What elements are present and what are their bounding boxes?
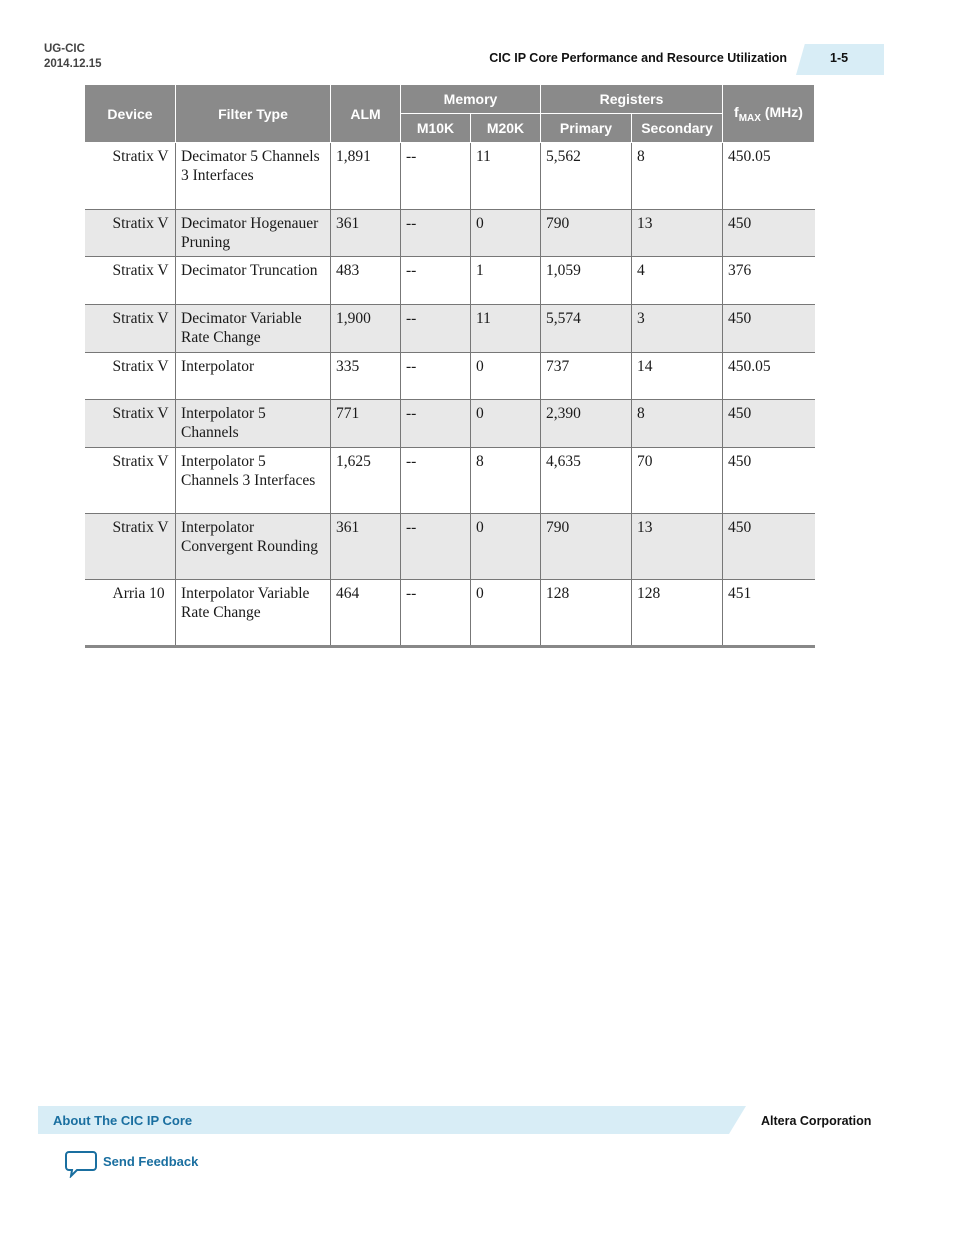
cell-filter: Decimator Variable Rate Change bbox=[176, 305, 331, 353]
performance-table bbox=[84, 84, 815, 648]
send-feedback-link[interactable]: Send Feedback bbox=[103, 1154, 199, 1169]
cell-fmax: 376 bbox=[723, 257, 815, 305]
header-fmax-subscript: MAX bbox=[738, 112, 761, 124]
cell-alm: 361 bbox=[331, 210, 401, 257]
cell-m10k: -- bbox=[401, 143, 471, 210]
header-registers: Registers bbox=[541, 85, 723, 114]
table-row bbox=[85, 353, 815, 400]
cell-filter: Interpolator 5 Channels bbox=[176, 400, 331, 448]
document-id-block bbox=[44, 42, 102, 72]
cell-primary: 790 bbox=[541, 514, 632, 580]
cell-m20k: 0 bbox=[471, 514, 541, 580]
cell-primary: 5,562 bbox=[541, 143, 632, 210]
table-row bbox=[85, 305, 815, 353]
cell-secondary: 14 bbox=[632, 353, 723, 400]
cell-device: Stratix V bbox=[85, 400, 176, 448]
footer-section-link[interactable]: About The CIC IP Core bbox=[53, 1113, 193, 1128]
cell-filter: Interpolator bbox=[176, 353, 331, 400]
cell-alm: 335 bbox=[331, 353, 401, 400]
cell-alm: 771 bbox=[331, 400, 401, 448]
cell-m20k: 11 bbox=[471, 143, 541, 210]
header-fmax bbox=[723, 85, 815, 143]
cell-secondary: 13 bbox=[632, 210, 723, 257]
page-number: 1-5 bbox=[830, 51, 849, 65]
cell-device: Arria 10 bbox=[85, 580, 176, 647]
cell-primary: 790 bbox=[541, 210, 632, 257]
cell-primary: 737 bbox=[541, 353, 632, 400]
cell-secondary: 13 bbox=[632, 514, 723, 580]
footer-company: Altera Corporation bbox=[761, 1114, 872, 1128]
cell-secondary: 8 bbox=[632, 400, 723, 448]
cell-m20k: 1 bbox=[471, 257, 541, 305]
cell-primary: 5,574 bbox=[541, 305, 632, 353]
table-row bbox=[85, 210, 815, 257]
cell-device: Stratix V bbox=[85, 257, 176, 305]
cell-alm: 464 bbox=[331, 580, 401, 647]
cell-m10k: -- bbox=[401, 305, 471, 353]
cell-secondary: 3 bbox=[632, 305, 723, 353]
document-date: 2014.12.15 bbox=[44, 58, 102, 70]
cell-m20k: 8 bbox=[471, 448, 541, 514]
cell-m10k: -- bbox=[401, 257, 471, 305]
cell-device: Stratix V bbox=[85, 514, 176, 580]
cell-filter: Interpolator 5 Channels 3 Interfaces bbox=[176, 448, 331, 514]
cell-fmax: 450.05 bbox=[723, 143, 815, 210]
table-row bbox=[85, 448, 815, 514]
cell-alm: 1,625 bbox=[331, 448, 401, 514]
cell-m10k: -- bbox=[401, 400, 471, 448]
table-row bbox=[85, 257, 815, 305]
table-body bbox=[85, 143, 815, 647]
cell-secondary: 128 bbox=[632, 580, 723, 647]
cell-primary: 1,059 bbox=[541, 257, 632, 305]
cell-m10k: -- bbox=[401, 353, 471, 400]
cell-device: Stratix V bbox=[85, 143, 176, 210]
header-primary: Primary bbox=[541, 114, 632, 143]
cell-alm: 1,891 bbox=[331, 143, 401, 210]
cell-filter: Interpolator Convergent Rounding bbox=[176, 514, 331, 580]
cell-primary: 2,390 bbox=[541, 400, 632, 448]
cell-filter: Decimator Hogenauer Pruning bbox=[176, 210, 331, 257]
cell-fmax: 450 bbox=[723, 210, 815, 257]
cell-primary: 4,635 bbox=[541, 448, 632, 514]
cell-alm: 1,900 bbox=[331, 305, 401, 353]
header-m20k: M20K bbox=[471, 114, 541, 143]
table-row bbox=[85, 143, 815, 210]
table-row bbox=[85, 514, 815, 580]
cell-filter: Interpolator Variable Rate Change bbox=[176, 580, 331, 647]
header-m10k: M10K bbox=[401, 114, 471, 143]
cell-alm: 361 bbox=[331, 514, 401, 580]
cell-fmax: 451 bbox=[723, 580, 815, 647]
cell-m10k: -- bbox=[401, 514, 471, 580]
cell-fmax: 450 bbox=[723, 305, 815, 353]
cell-alm: 483 bbox=[331, 257, 401, 305]
cell-secondary: 8 bbox=[632, 143, 723, 210]
cell-m10k: -- bbox=[401, 580, 471, 647]
cell-m10k: -- bbox=[401, 210, 471, 257]
table-row bbox=[85, 400, 815, 448]
header-fmax-unit: (MHz) bbox=[760, 103, 803, 120]
cell-secondary: 70 bbox=[632, 448, 723, 514]
header-memory: Memory bbox=[401, 85, 541, 114]
header-secondary: Secondary bbox=[632, 114, 723, 143]
cell-fmax: 450 bbox=[723, 400, 815, 448]
cell-fmax: 450 bbox=[723, 448, 815, 514]
cell-device: Stratix V bbox=[85, 353, 176, 400]
cell-m20k: 0 bbox=[471, 210, 541, 257]
cell-m20k: 0 bbox=[471, 353, 541, 400]
document-id: UG-CIC bbox=[44, 43, 85, 55]
page-header-title: CIC IP Core Performance and Resource Utilization bbox=[489, 51, 787, 65]
header-fmax-f: f bbox=[734, 103, 739, 120]
cell-device: Stratix V bbox=[85, 210, 176, 257]
cell-m20k: 0 bbox=[471, 400, 541, 448]
cell-filter: Decimator 5 Channels 3 Interfaces bbox=[176, 143, 331, 210]
cell-device: Stratix V bbox=[85, 448, 176, 514]
cell-primary: 128 bbox=[541, 580, 632, 647]
header-filter-type: Filter Type bbox=[176, 85, 331, 143]
cell-fmax: 450.05 bbox=[723, 353, 815, 400]
cell-fmax: 450 bbox=[723, 514, 815, 580]
header-device: Device bbox=[85, 85, 176, 143]
header-alm: ALM bbox=[331, 85, 401, 143]
cell-secondary: 4 bbox=[632, 257, 723, 305]
table-row bbox=[85, 580, 815, 647]
cell-m20k: 0 bbox=[471, 580, 541, 647]
cell-m20k: 11 bbox=[471, 305, 541, 353]
feedback-icon[interactable] bbox=[65, 1150, 97, 1178]
cell-device: Stratix V bbox=[85, 305, 176, 353]
cell-filter: Decimator Truncation bbox=[176, 257, 331, 305]
cell-m10k: -- bbox=[401, 448, 471, 514]
